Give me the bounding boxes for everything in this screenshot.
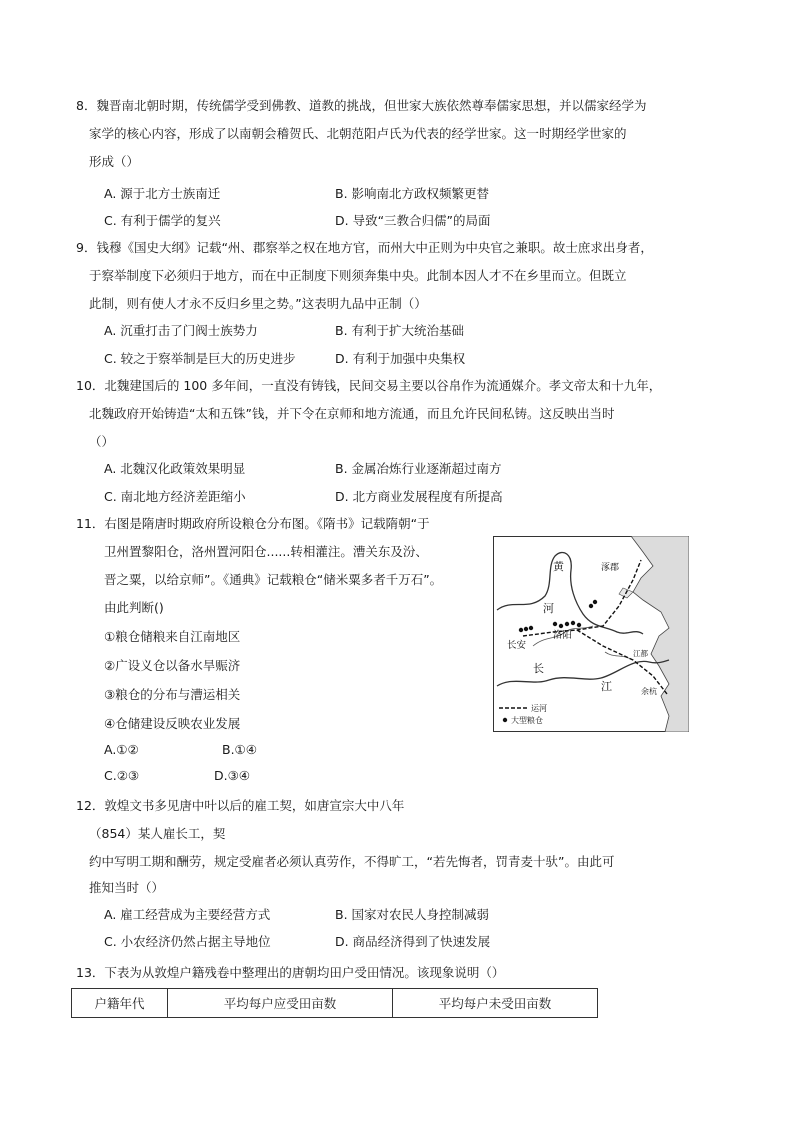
map-label-jiangdu: 江都: [633, 649, 648, 658]
q11-item-3: ③粮仓的分布与漕运相关: [104, 687, 241, 702]
map-label-yuhang: 余杭: [641, 687, 657, 696]
q11-stem-line-1: 11．右图是隋唐时期政府所设粮仓分布图。《隋书》记载隋朝“于: [76, 516, 430, 531]
q10-option-a: A. 北魏汉化政策效果明显: [104, 461, 246, 476]
q11-option-b: B.①④: [222, 742, 257, 757]
q11-option-a: A.①②: [104, 742, 139, 757]
granary-dot: [593, 600, 597, 604]
legend-canal-label: 运河: [531, 704, 547, 713]
legend-granary-label: 大型粮仓: [511, 716, 543, 725]
q9-option-d: D. 有利于加强中央集权: [335, 351, 466, 366]
granary-dot: [571, 621, 575, 625]
q11-option-c: C.②③: [104, 768, 140, 783]
q12-option-b: B. 国家对农民人身控制减弱: [335, 907, 490, 922]
q11-stem-line-2: 卫州置黎阳仓，洛州置河阳仓......转相灌注。漕关东及汾、: [104, 544, 428, 559]
q12-option-d: D. 商品经济得到了快速发展: [335, 934, 491, 949]
q11-item-1: ①粮仓储粮来自江南地区: [104, 629, 241, 644]
granary-dot: [589, 604, 593, 608]
granary-map: [493, 536, 689, 732]
q12-stem-line-1: 12．敦煌文书多见唐中叶以后的雇工契，如唐宣宗大中八年: [76, 798, 405, 813]
table-header-row: [72, 989, 598, 1018]
q12-stem-line-4: 推知当时（）: [89, 880, 165, 895]
q9-stem-line-2: 于察举制度下必须归于地方，而在中正制度下则须奔集中央。此制本因人才不在乡里而立。但既立: [89, 268, 627, 283]
q8-option-c: C. 有利于儒学的复兴: [104, 213, 221, 228]
granary-dot: [559, 624, 563, 628]
q11-item-4: ④仓储建设反映农业发展: [104, 716, 241, 731]
granary-dot: [565, 622, 569, 626]
q10-stem-line-1: 10．北魏建国后的 100 多年间，一直没有铸钱，民间交易主要以谷帛作为流通媒介。孝文帝太和十九年，: [76, 378, 662, 393]
q13-stem-line-1: 13．下表为从敦煌户籍残卷中整理出的唐朝均田户受田情况。该现象说明（）: [76, 965, 505, 980]
q8-stem-line-2: 家学的核心内容，形成了以南朝会稽贺氏、北朝范阳卢氏为代表的经学世家。这一时期经学世家的: [89, 126, 627, 141]
q12-option-c: C. 小农经济仍然占据主导地位: [104, 934, 271, 949]
q10-option-b: B. 金属冶炼行业逐渐超过南方: [335, 461, 502, 476]
map-label-luoyang: 洛阳: [553, 630, 573, 641]
q8-option-a: A. 源于北方士族南迁: [104, 186, 221, 201]
map-label-zhuojun: 涿郡: [601, 563, 620, 573]
table-header-cell: 户籍年代: [72, 989, 168, 1018]
q11-item-2: ②广设义仓以备水旱赈济: [104, 658, 241, 673]
q9-option-c: C. 较之于察举制是巨大的历史进步: [104, 351, 296, 366]
q8-option-b: B. 影响南北方政权频繁更替: [335, 186, 490, 201]
granary-dot: [519, 628, 523, 632]
q10-option-c: C. 南北地方经济差距缩小: [104, 489, 246, 504]
table-header-cell: 平均每户应受田亩数: [168, 989, 393, 1018]
legend-granary-symbol: [503, 718, 507, 722]
q10-stem-line-2: 北魏政府开始铸造“太和五铢”钱，并下令在京师和地方流通，而且允许民间私铸。这反映出当时: [89, 406, 615, 421]
map-label-he: 河: [543, 602, 554, 615]
q8-stem-line-1: 8．魏晋南北朝时期，传统儒学受到佛教、道教的挑战，但世家大族依然尊奉儒家思想，并以儒家经学为: [76, 98, 647, 113]
q9-option-a: A. 沉重打击了门阀士族势力: [104, 323, 258, 338]
q12-stem-line-2: （854）某人雇长工，契: [89, 826, 226, 841]
map-label-huang: 黄: [553, 560, 564, 573]
map-label-changan: 长安: [507, 640, 527, 651]
q11-stem-line-3: 晋之粟，以给京师”。《通典》记载粮仓“储米粟多者千万石”。: [104, 572, 443, 587]
q13-table: [71, 988, 598, 1018]
q11-stem-line-4: 由此判断(): [104, 600, 164, 615]
granary-dot: [529, 626, 533, 630]
q11-option-d: D.③④: [214, 768, 251, 783]
q10-option-d: D. 北方商业发展程度有所提高: [335, 489, 503, 504]
q9-stem-line-3: 此制，则有使人才永不反归乡里之势。”这表明九品中正制（）: [89, 296, 427, 311]
q10-stem-line-3: （）: [89, 434, 115, 449]
q8-option-d: D. 导致“三教合归儒”的局面: [335, 213, 491, 228]
table-header-cell: 平均每户未受田亩数: [393, 989, 598, 1018]
q9-option-b: B. 有利于扩大统治基础: [335, 323, 465, 338]
granary-dot: [524, 627, 528, 631]
q9-stem-line-1: 9．钱穆《国史大纲》记载“州、郡察举之权在地方官，而州大中正则为中央官之兼职。故士庶求出身者，: [76, 240, 653, 255]
granary-dot: [553, 622, 557, 626]
granary-dot: [577, 623, 581, 627]
map-label-jiang: 江: [601, 680, 612, 693]
q8-stem-line-3: 形成（）: [89, 154, 140, 169]
q12-option-a: A. 雇工经营成为主要经营方式: [104, 907, 271, 922]
q12-stem-line-3: 约中写明工期和酬劳，规定受雇者必须认真劳作，不得旷工，“若先悔者，罚青麦十驮”。由此可: [89, 854, 615, 869]
map-label-chang: 长: [533, 662, 544, 675]
